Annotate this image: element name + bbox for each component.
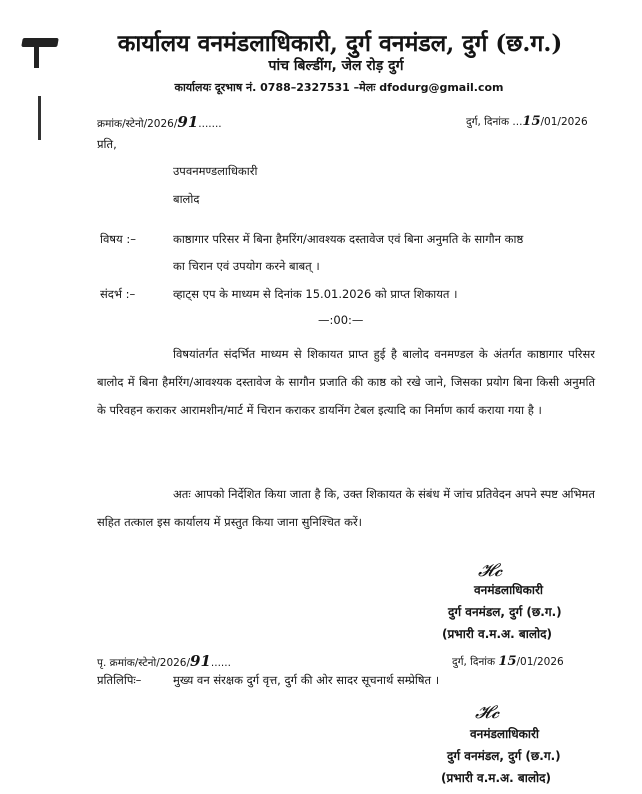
signature-1-charge: (प्रभारी व.म.अ. बालोद) [442,627,552,641]
copy-to-label: प्रतिलिपिः– [97,673,142,687]
reference-label: संदर्भ :– [100,287,136,301]
reference-number-handwritten: 91 [177,113,199,131]
office-contact: कार्यालयः दूरभाष नं. 0788–2327531 –मेलः dfodurg@gmail.com [174,81,504,94]
office-title: कार्यालय वनमंडलाधिकारी, दुर्ग वनमंडल, दुर्ग (छ.ग.) [117,30,563,57]
signature-2-division: दुर्ग वनमंडल, दुर्ग (छ.ग.) [447,749,561,763]
signature-1-designation: वनमंडलाधिकारी [474,583,544,597]
reference-number-prefix: क्रमांक/स्टेनो/2026/ [97,118,178,130]
copy-date-handwritten: 15 [498,654,517,669]
copy-date-suffix: /01/2026 [516,656,564,668]
signature-2-charge: (प्रभारी व.म.अ. बालोद) [441,771,551,785]
signature-2-mark: 𝓗𝓬 [475,702,500,723]
recipient-place: बालोद [173,192,200,206]
office-address: पांच बिल्डींग, जेल रोड़ दुर्ग [268,58,404,74]
reference-number-dots: ....... [198,118,222,130]
subject-label: विषय :– [100,232,136,246]
letter-date-handwritten: 15 [522,114,541,129]
copy-date-prefix: दुर्ग, दिनांक [452,656,496,668]
letter-date-prefix: दुर्ग, दिनांक ... [466,116,523,128]
copy-reference-handwritten: 91 [190,652,211,670]
signature-2-designation: वनमंडलाधिकारी [470,727,540,741]
copy-to-text: मुख्य वन संरक्षक दुर्ग वृत्त, दुर्ग की ओर सादर सूचनार्थ सम्प्रेषित । [173,673,440,687]
copy-date [452,654,564,669]
recipient-designation: उपवनमण्डलाधिकारी [173,164,258,178]
body-paragraph-2: अतः आपको निर्देशित किया जाता है कि, उक्त शिकायत के संबंध में जांच प्रतिवेदन अपने स्पष्ट अभिमत सहित तत्काल इस कार्यालय में प्रस्तुत किया जाना सुनिश्चित करें। [97,487,595,529]
divider: —:00:— [318,313,364,327]
copy-reference-number [97,652,231,670]
letter-date [466,114,588,129]
emblem-line [38,96,41,140]
letter-date-suffix: /01/2026 [540,116,588,128]
reference-text: व्हाट्स एप के माध्यम से दिनांक 15.01.2026 को प्राप्त शिकायत । [173,287,458,301]
body-paragraph-1: विषयांतर्गत संदर्भित माध्यम से शिकायत प्राप्त हुई है बालोद वनमण्डल के अंतर्गत काष्ठागार परिसर बालोद में बिना हैमरिंग/आवश्यक दस्तावेज के सागौन प्रजाति की काष्ठ को रखे जाने, जिसका प्रयोग बिना किसी अनुमति के परिवहन कराकर आरामशीन/मार्ट में चिरान कराकर डायनिंग टेबल इत्यादि का निर्माण कार्य कराया गया है । [97,347,596,417]
reference-number [97,113,222,131]
copy-reference-prefix: पृ. क्रमांक/स्टेनो/2026/ [97,657,191,669]
subject-line-1: काष्ठागार परिसर में बिना हैमरिंग/आवश्यक दस्तावेज एवं बिना अनुमति के सागौन काष्ठ [173,232,524,246]
subject-line-2: का चिरान एवं उपयोग करने बाबत् । [173,259,320,273]
signature-1-mark: 𝓗𝓬 [478,560,503,581]
signature-1-division: दुर्ग वनमंडल, दुर्ग (छ.ग.) [448,605,562,619]
copy-reference-dots: ...... [210,657,231,669]
recipient-prati: प्रति, [97,137,117,151]
